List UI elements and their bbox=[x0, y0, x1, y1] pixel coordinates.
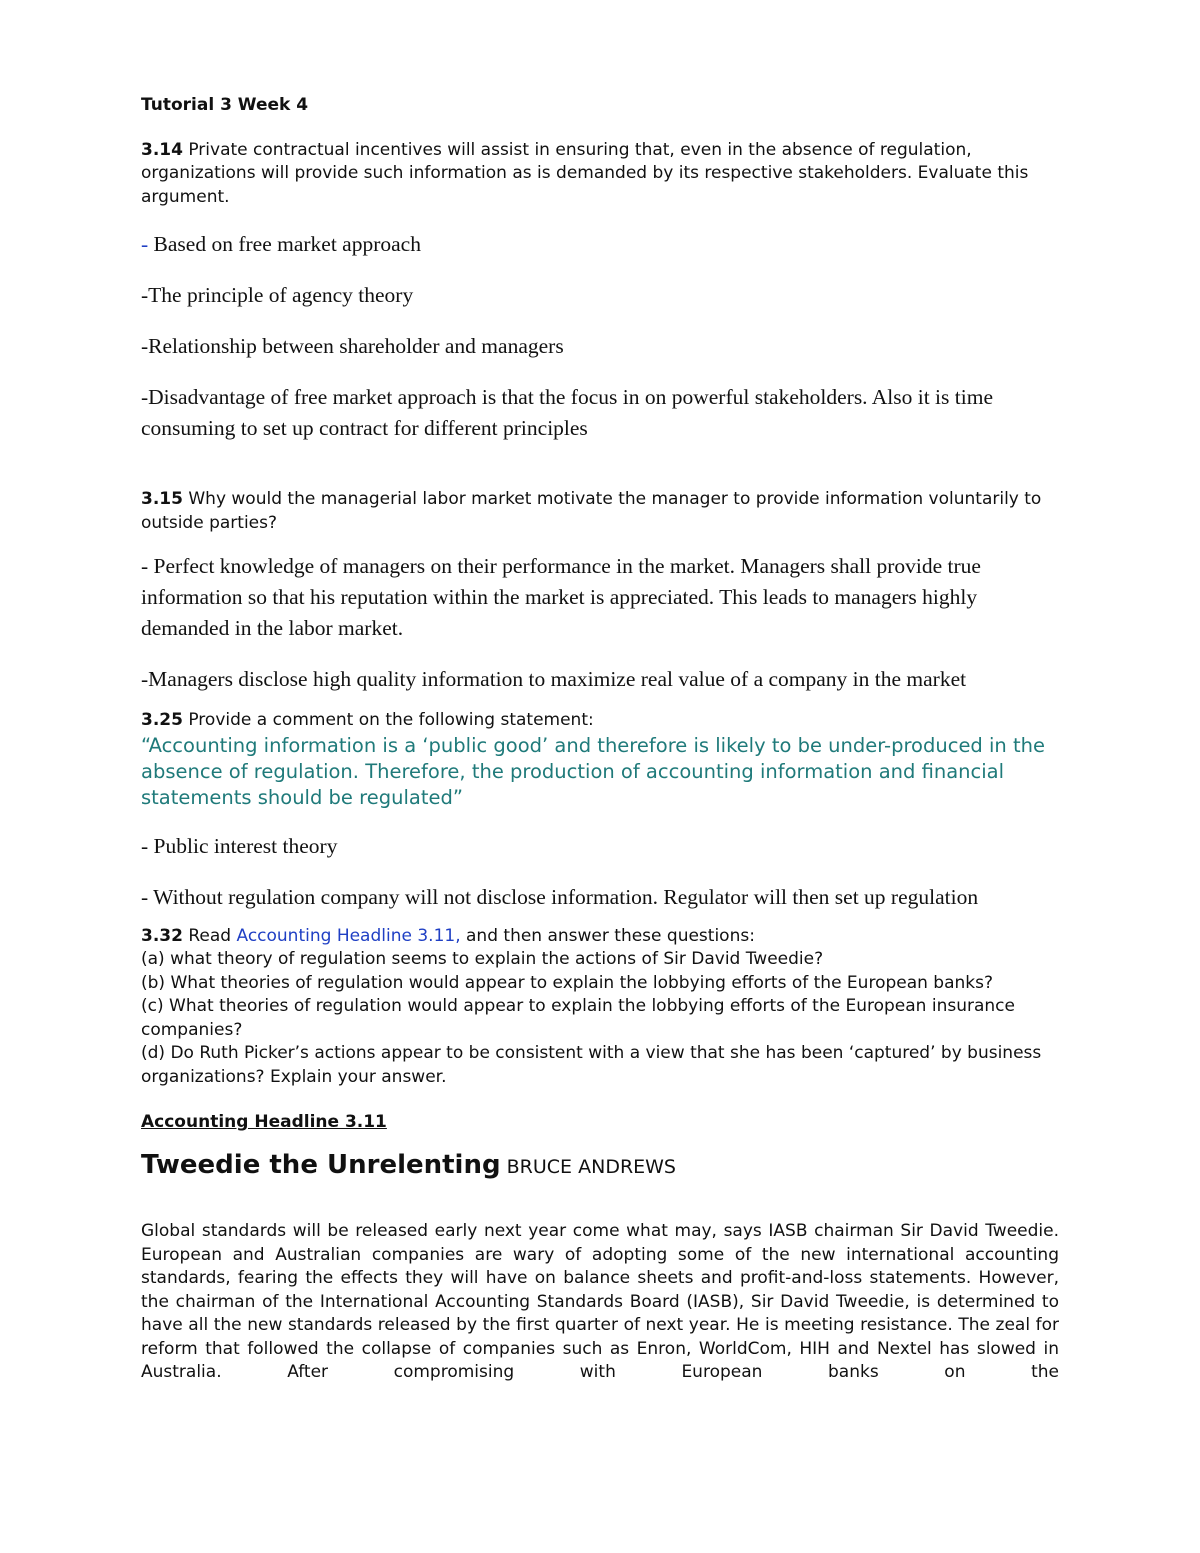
answer-3-15-1: - Perfect knowledge of managers on their performance in the market. Managers shall provide true information so that his reputation within the market is appreciated. This leads to managers highly demanded in the labor market. bbox=[141, 554, 981, 640]
question-3-14 bbox=[141, 139, 1059, 210]
question-part-c: (c) What theories of regulation would appear to explain the lobbying efforts of the European insurance companies? bbox=[141, 996, 1015, 1040]
question-part-b: (b) What theories of regulation would appear to explain the lobbying efforts of the European banks? bbox=[141, 972, 994, 993]
answer-dash: - bbox=[141, 232, 149, 256]
question-number: 3.32 bbox=[141, 925, 183, 946]
quoted-statement: “Accounting information is a ‘public good’ and therefore is likely to be under-produced in the absence of regulation. Therefore, the production of accounting information and financial statements should be regulated” bbox=[141, 733, 1045, 809]
answer-3-14-2: -The principle of agency theory bbox=[141, 283, 414, 307]
question-text: and then answer these questions: bbox=[460, 925, 755, 946]
answer-3-25-1: - Public interest theory bbox=[141, 833, 338, 858]
question-number: 3.15 bbox=[141, 489, 183, 509]
article-title: Tweedie the Unrelenting bbox=[141, 1150, 501, 1180]
question-3-25 bbox=[141, 709, 1059, 733]
answer-3-14-3: -Relationship between shareholder and managers bbox=[141, 334, 564, 358]
question-3-15 bbox=[141, 488, 1059, 535]
question-3-32 bbox=[141, 925, 1059, 949]
answer-3-25-2: - Without regulation company will not disclose information. Regulator will then set up regulation bbox=[141, 884, 979, 909]
question-part-a: (a) what theory of regulation seems to explain the actions of Sir David Tweedie? bbox=[141, 949, 824, 969]
answer-text: Based on free market approach bbox=[148, 232, 421, 256]
document-page bbox=[141, 94, 1059, 1385]
document-title: Tutorial 3 Week 4 bbox=[141, 95, 309, 115]
article-body: Global standards will be released early next year come what may, says IASB chairman Sir David Tweedie. European and Australian companies are wary of adopting some of the new international accounting standards, fearing the effects they will have on balance sheets and profit-and-loss statements. However, the chairman of the International Accounting Standards Board (IASB), Sir David Tweedie, is determined to have all the new standards released by the first quarter of next year. He is meeting resistance. The zeal for reform that followed the collapse of companies such as Enron, WorldCom, HIH and Nextel has slowed in Australia. After compromising with European banks on the bbox=[141, 1221, 1059, 1382]
article-author: BRUCE ANDREWS bbox=[500, 1156, 676, 1178]
article-heading bbox=[141, 1148, 1059, 1184]
question-text: Provide a comment on the following statement: bbox=[182, 710, 594, 730]
accounting-headline-heading: Accounting Headline 3.11 bbox=[141, 1112, 387, 1132]
question-text: Why would the managerial labor market motivate the manager to provide information voluntarily to outside parties? bbox=[141, 489, 1042, 533]
answer-3-14-1 bbox=[141, 229, 1059, 260]
question-text: Private contractual incentives will assist in ensuring that, even in the absence of regulation, organizations will provide such information as is demanded by its respective stakeholders. Evaluate this argument. bbox=[141, 139, 1029, 207]
answer-3-14-4: -Disadvantage of free market approach is that the focus in on powerful stakeholders. Also it is time consuming to set up contract for different principles bbox=[141, 385, 993, 440]
question-number: 3.14 bbox=[141, 139, 183, 160]
question-part-d: (d) Do Ruth Picker’s actions appear to be consistent with a view that she has been ‘captured’ by business organizations? Explain your answer. bbox=[141, 1043, 1042, 1087]
question-read: Read bbox=[182, 925, 237, 946]
answer-3-15-2: -Managers disclose high quality information to maximize real value of a company in the market bbox=[141, 667, 967, 691]
headline-reference-link[interactable]: Accounting Headline 3.11, bbox=[236, 925, 461, 946]
question-number: 3.25 bbox=[141, 710, 183, 730]
